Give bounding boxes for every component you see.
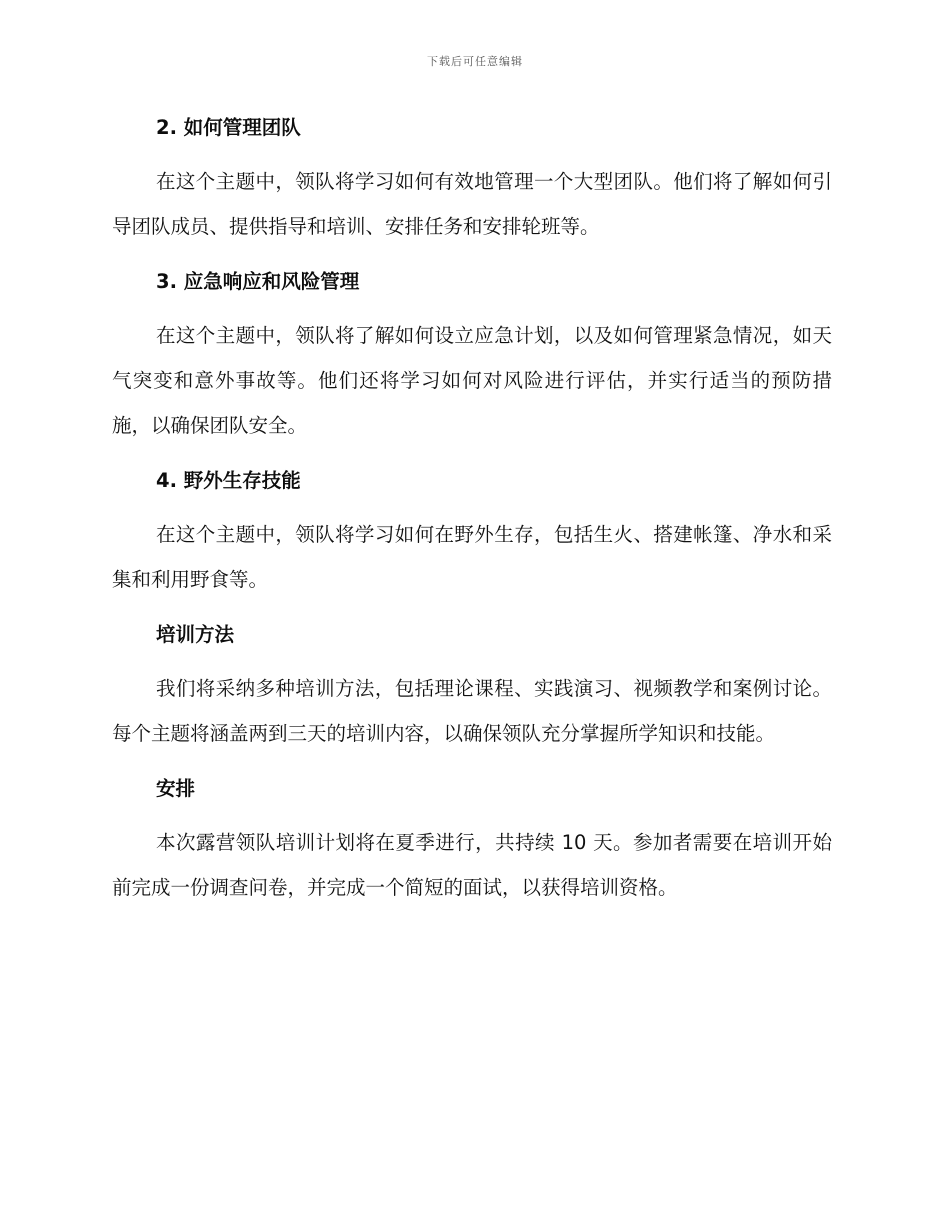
section-training-methods xyxy=(112,617,832,756)
section-paragraph: 在这个主题中，领队将了解如何设立应急计划，以及如何管理紧急情况，如天气突变和意外事故等。他们还将学习如何对风险进行评估，并实行适当的预防措施，以确保团队安全。 xyxy=(112,324,832,437)
section-paragraph: 我们将采纳多种培训方法，包括理论课程、实践演习、视频教学和案例讨论。每个主题将涵盖两到三天的培训内容，以确保领队充分掌握所学知识和技能。 xyxy=(112,677,832,745)
section-heading: 3. 应急响应和风险管理 xyxy=(156,270,360,293)
page-header-note: 下载后可任意编辑 xyxy=(427,55,523,68)
document-body xyxy=(112,110,832,910)
section-paragraph: 在这个主题中，领队将学习如何在野外生存，包括生火、搭建帐篷、净水和采集和利用野食等。 xyxy=(112,523,832,591)
section-paragraph: 本次露营领队培训计划将在夏季进行，共持续 10 天。参加者需要在培训开始前完成一份调查问卷，并完成一个简短的面试，以获得培训资格。 xyxy=(112,831,832,899)
section-emergency-risk xyxy=(112,264,832,448)
section-heading: 培训方法 xyxy=(156,623,235,646)
section-survival-skills xyxy=(112,463,832,602)
section-heading: 2. 如何管理团队 xyxy=(156,116,301,139)
section-heading: 4. 野外生存技能 xyxy=(156,469,301,492)
section-manage-team xyxy=(112,110,832,249)
section-arrangement xyxy=(112,771,832,910)
section-heading: 安排 xyxy=(156,777,196,800)
section-paragraph: 在这个主题中，领队将学习如何有效地管理一个大型团队。他们将了解如何引导团队成员、提供指导和培训、安排任务和安排轮班等。 xyxy=(112,170,832,238)
